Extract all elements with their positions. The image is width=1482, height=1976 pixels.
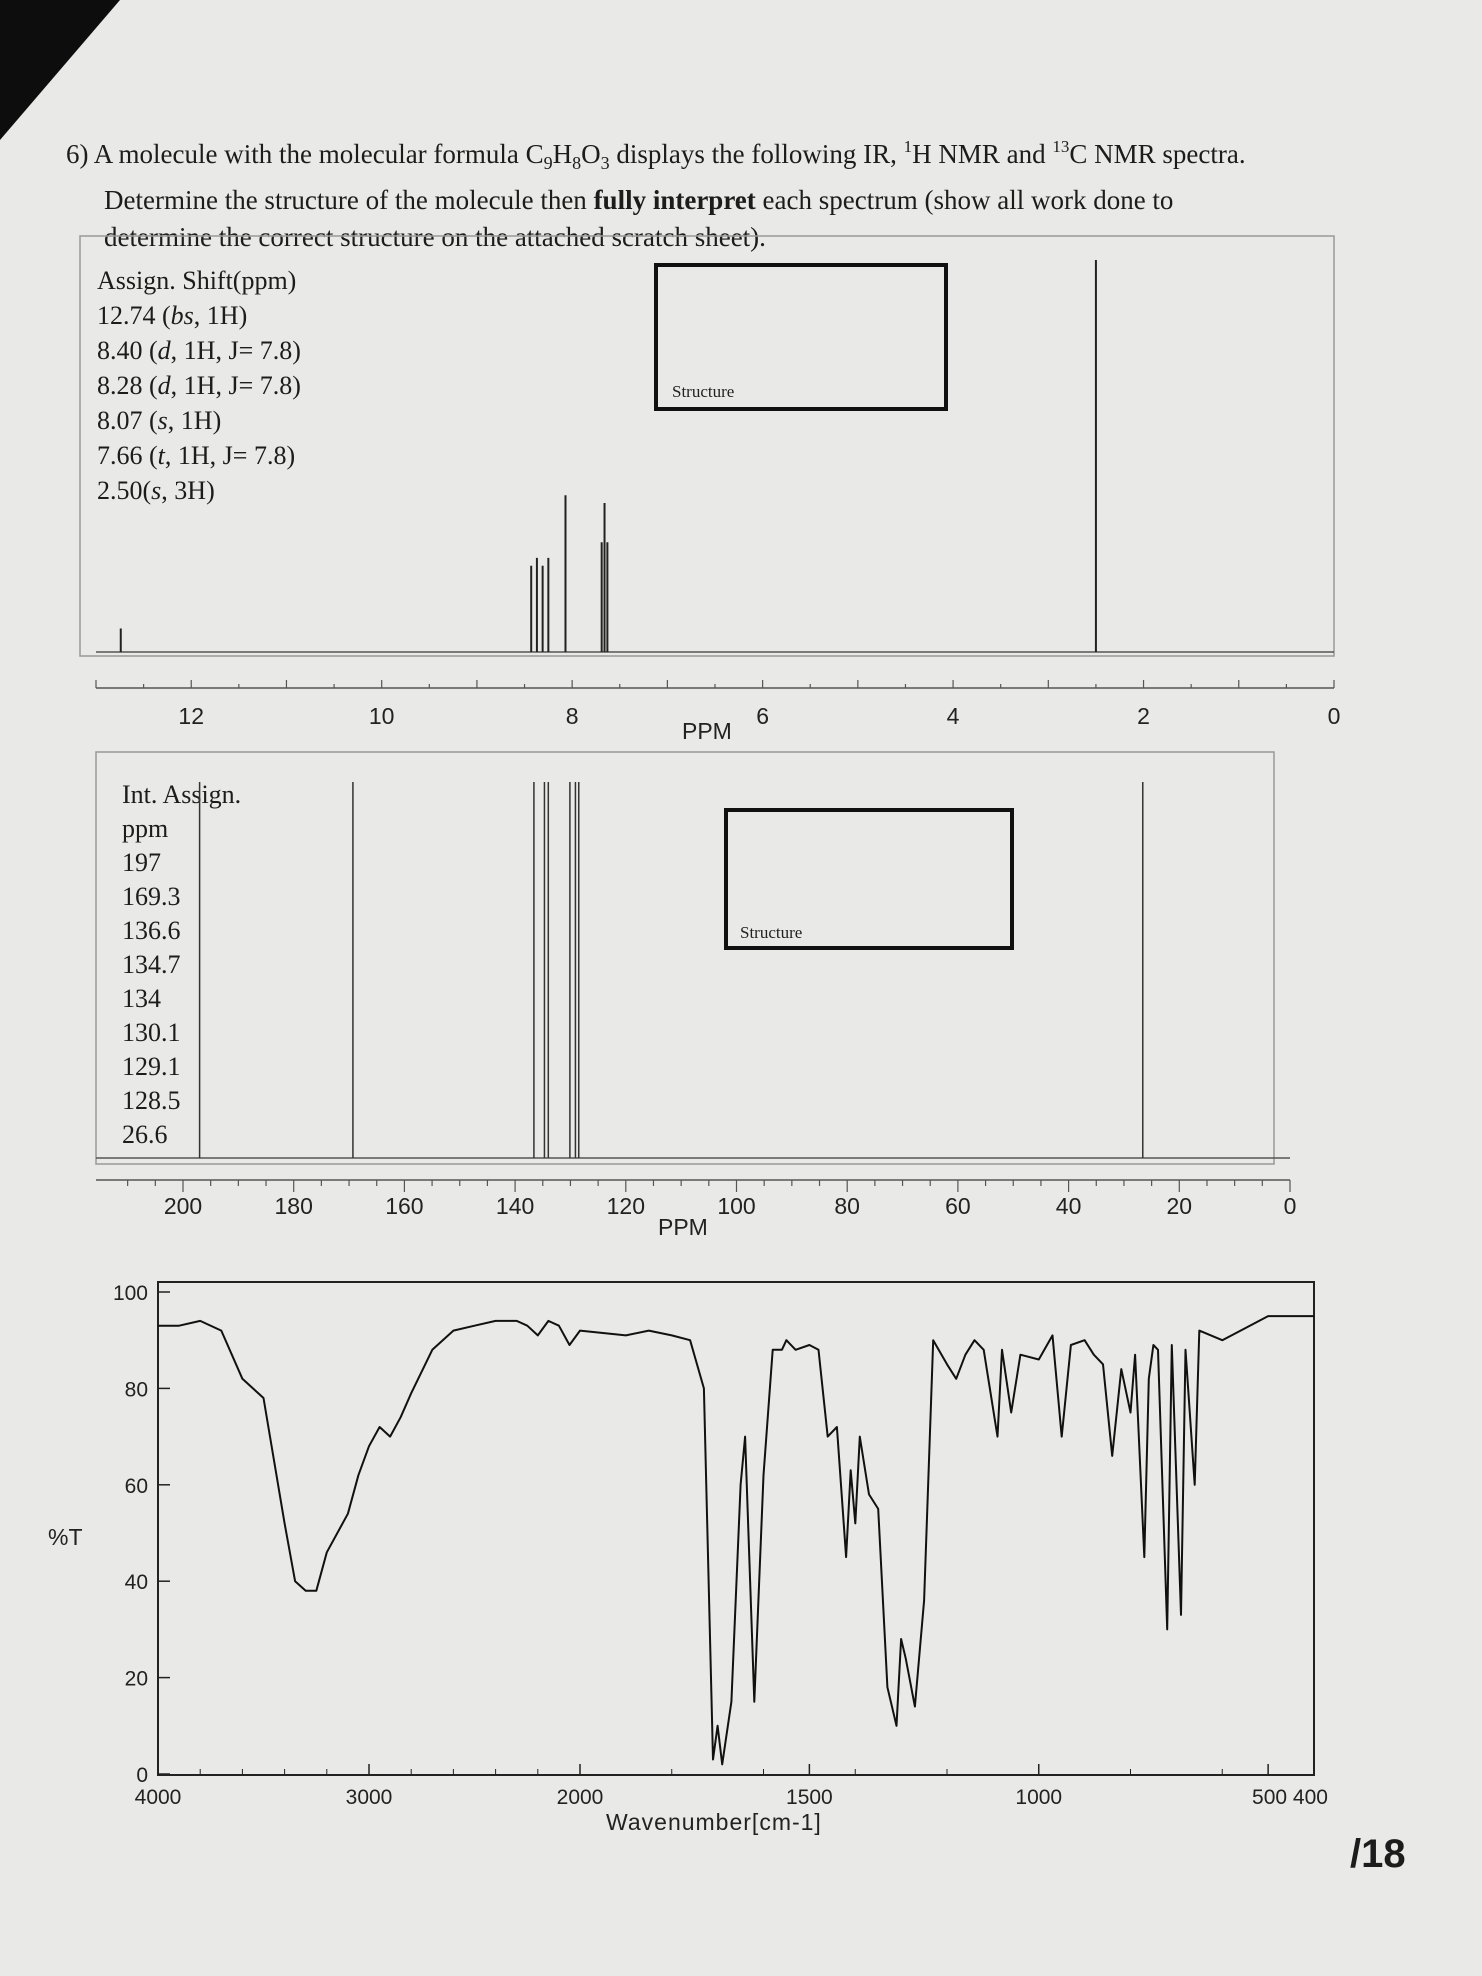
h-nmr-row: 8.28 (d, 1H, J= 7.8) bbox=[97, 371, 301, 400]
c-nmr-tick-label: 100 bbox=[717, 1193, 756, 1219]
ir-xtick-label: 3000 bbox=[345, 1786, 393, 1809]
ir-xlabel: Wavenumber[cm-1] bbox=[606, 1809, 822, 1835]
c-nmr-header: Int. Assign. bbox=[122, 780, 242, 809]
h-nmr-axis-title: PPM bbox=[682, 718, 732, 744]
ir-ylabel: %T bbox=[48, 1524, 83, 1550]
score-label: /18 bbox=[1350, 1832, 1406, 1876]
ir-plot bbox=[113, 1282, 1328, 1809]
c-structure-box bbox=[726, 810, 1012, 948]
c-nmr-tick-label: 180 bbox=[274, 1193, 313, 1219]
h-structure-box bbox=[656, 265, 946, 409]
c-nmr-tick-label: 40 bbox=[1055, 1193, 1082, 1219]
c-structure-label: Structure bbox=[740, 923, 803, 942]
c-nmr-tick-label: 140 bbox=[495, 1193, 535, 1219]
ir-xtick-label: 1500 bbox=[786, 1786, 833, 1809]
c-nmr-tick-label: 200 bbox=[163, 1193, 203, 1219]
c-nmr-shift: 197 bbox=[122, 848, 161, 877]
ir-xtick-label: 4000 bbox=[134, 1786, 182, 1809]
ir-xtick-label: 1000 bbox=[1015, 1786, 1063, 1809]
question-line-3: determine the correct structure on the attached scratch sheet). bbox=[104, 222, 766, 252]
ir-trace bbox=[158, 1316, 1314, 1764]
h-nmr-row: 8.07 (s, 1H) bbox=[97, 406, 222, 435]
h-nmr-frame bbox=[80, 236, 1334, 656]
ir-ytick-label: 60 bbox=[124, 1474, 148, 1498]
h-structure-label: Structure bbox=[672, 382, 735, 401]
ir-ytick-label: 80 bbox=[124, 1378, 148, 1402]
ir-ytick-label: 0 bbox=[136, 1764, 148, 1787]
question-line-1: 6) A molecule with the molecular formula $C_9H_8O_3$ displays the following IR, $^1$H NMR and $^{13}$C NMR spectra. bbox=[66, 137, 1246, 173]
c-nmr-tick-label: 60 bbox=[945, 1193, 971, 1219]
h-nmr-tick-label: 12 bbox=[178, 703, 205, 729]
h-nmr-header: Assign. Shift(ppm) bbox=[97, 266, 297, 295]
h-nmr-row: 8.40 (d, 1H, J= 7.8) bbox=[97, 336, 301, 365]
h-nmr-tick-label: 4 bbox=[946, 703, 960, 729]
ir-ytick-label: 40 bbox=[124, 1571, 148, 1595]
c-nmr-shift: 169.3 bbox=[122, 882, 181, 911]
ir-ytick-label: 100 bbox=[112, 1282, 148, 1305]
h-nmr-tick-label: 0 bbox=[1327, 703, 1341, 729]
c-nmr-shift: 26.6 bbox=[122, 1120, 168, 1149]
c-nmr-plot bbox=[96, 782, 1296, 1219]
question-line-2: Determine the structure of the molecule then fully interpret each spectrum (show all work done to bbox=[104, 185, 1174, 215]
ir-xtick-label: 2000 bbox=[556, 1786, 604, 1809]
c-nmr-tick-label: 160 bbox=[385, 1193, 424, 1219]
c-nmr-tick-label: 80 bbox=[834, 1193, 860, 1219]
c-nmr-shift: 130.1 bbox=[122, 1018, 181, 1047]
c-nmr-unit: ppm bbox=[122, 814, 169, 843]
c-nmr-shift: 134.7 bbox=[122, 950, 181, 979]
h-nmr-tick-label: 6 bbox=[756, 703, 770, 729]
h-nmr-tick-label: 10 bbox=[368, 703, 395, 729]
c-nmr-shift: 128.5 bbox=[122, 1086, 181, 1115]
c-nmr-tick-label: 120 bbox=[606, 1193, 645, 1219]
ir-ytick-label: 20 bbox=[124, 1667, 148, 1691]
h-nmr-row: 2.50(s, 3H) bbox=[97, 476, 215, 505]
c-nmr-tick-label: 20 bbox=[1166, 1193, 1193, 1219]
c-nmr-axis-title: PPM bbox=[658, 1214, 708, 1240]
c-nmr-shift: 134 bbox=[122, 984, 161, 1013]
h-nmr-row: 7.66 (t, 1H, J= 7.8) bbox=[97, 441, 296, 470]
h-nmr-tick-label: 2 bbox=[1137, 703, 1150, 729]
ir-frame bbox=[158, 1282, 1314, 1775]
ir-xtick-label: 500 400 bbox=[1252, 1786, 1328, 1809]
h-nmr-tick-label: 8 bbox=[565, 703, 579, 729]
h-nmr-plot bbox=[96, 260, 1340, 729]
h-nmr-row: 12.74 (bs, 1H) bbox=[97, 301, 248, 330]
c-nmr-shift: 129.1 bbox=[122, 1052, 181, 1081]
c-nmr-tick-label: 0 bbox=[1283, 1193, 1297, 1219]
c-nmr-frame bbox=[96, 752, 1274, 1164]
c-nmr-shift: 136.6 bbox=[122, 916, 181, 945]
